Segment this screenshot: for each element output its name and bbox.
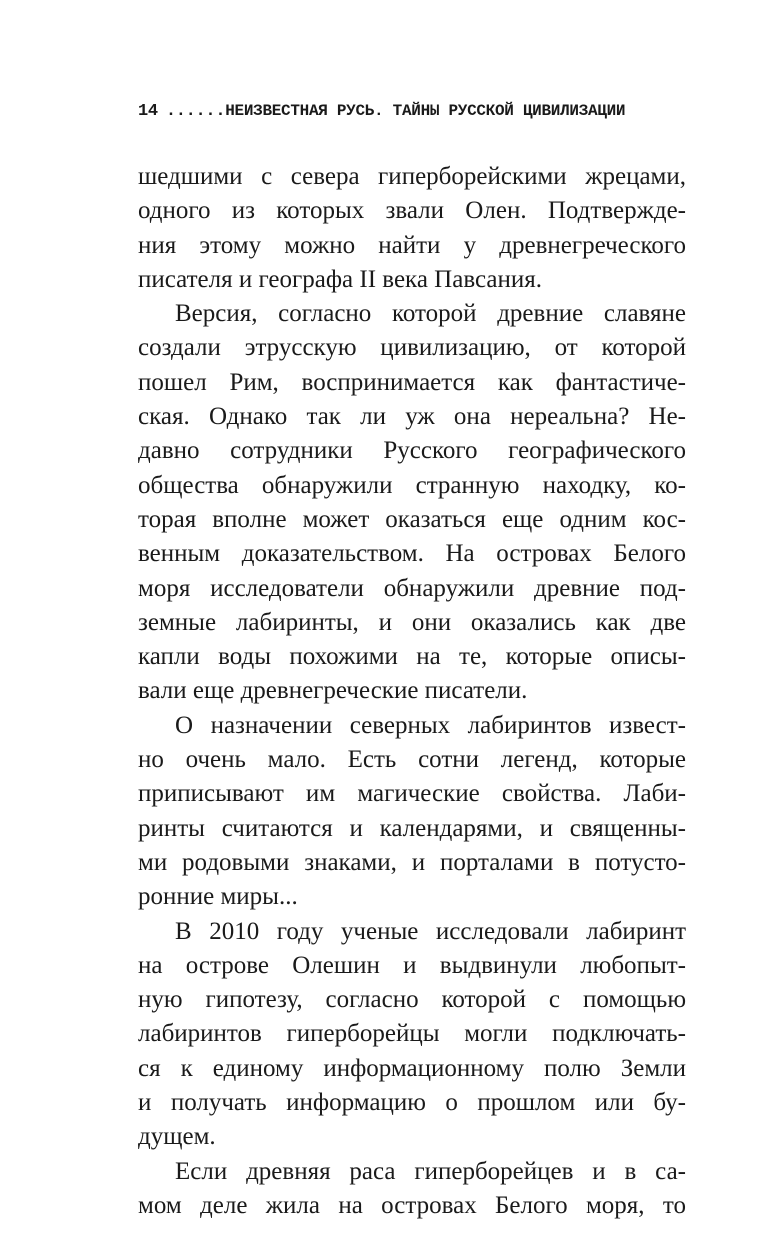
text-line: В 2010 году ученые исследовали лабиринт: [175, 917, 686, 945]
text-line: ся к единому информационному полю Земли: [138, 1054, 686, 1082]
text-line: вали еще древнегреческие писатели.: [138, 677, 528, 705]
text-line: Версия, согласно которой древние славяне: [175, 300, 686, 328]
header-dots: ......: [165, 102, 226, 121]
text-line: общества обнаружили странную находку, ко-: [138, 471, 686, 499]
text-line: ную гипотезу, согласно которой с помощью: [138, 986, 686, 1014]
text-line: и получать информацию о прошлом или бу-: [138, 1089, 686, 1117]
text-line: ронние миры...: [138, 883, 298, 911]
text-line: приписывают им магические свойства. Лаби-: [138, 780, 686, 808]
text-line: ния этому можно найти у древнегреческого: [138, 231, 686, 259]
book-title: НЕИЗВЕСТНАЯ РУСЬ. ТАЙНЫ РУССКОЙ ЦИВИЛИЗАЦИИ: [225, 102, 626, 120]
text-line: ская. Однако так ли уж она нереальна? Не-: [138, 403, 686, 431]
text-line: но очень мало. Есть сотни легенд, которые: [138, 746, 686, 774]
text-line: на острове Олешин и выдвинули любопыт-: [138, 951, 686, 979]
text-line: торая вполне может оказаться еще одним кос-: [138, 505, 686, 533]
text-line: мом деле жила на островах Белого моря, то: [138, 1191, 686, 1219]
text-line: дущем.: [138, 1123, 216, 1151]
text-line: давно сотрудники Русского географического: [138, 437, 686, 465]
text-line: моря исследователи обнаружили древние под-: [138, 574, 686, 602]
text-line: писателя и географа II века Павсания.: [138, 265, 542, 293]
text-line: капли воды похожими на те, которые описы-: [138, 643, 686, 671]
running-head: [138, 100, 686, 123]
text-line: шедшими с севера гиперборейскими жрецами,: [138, 163, 686, 190]
text-line: ми родовыми знаками, и порталами в потусто-: [138, 848, 686, 876]
text-line: венным доказательством. На островах Белого: [138, 540, 686, 568]
text-line: пошел Рим, воспринимается как фантастиче-: [138, 368, 686, 396]
text-line: ринты считаются и календарями, и священны-: [138, 814, 686, 842]
page-number: 14: [138, 102, 158, 121]
text-line: земные лабиринты, и они оказались как две: [138, 608, 686, 636]
text-line: одного из которых звали Олен. Подтвержде-: [138, 197, 686, 225]
body-text: [138, 160, 686, 1223]
text-line: лабиринтов гиперборейцы могли подключать-: [138, 1020, 686, 1048]
text-line: Если древняя раса гиперборейцев и в са-: [175, 1157, 686, 1185]
text-line: создали этрусскую цивилизацию, от которой: [138, 334, 686, 362]
text-line: О назначении северных лабиринтов извест-: [175, 711, 686, 739]
